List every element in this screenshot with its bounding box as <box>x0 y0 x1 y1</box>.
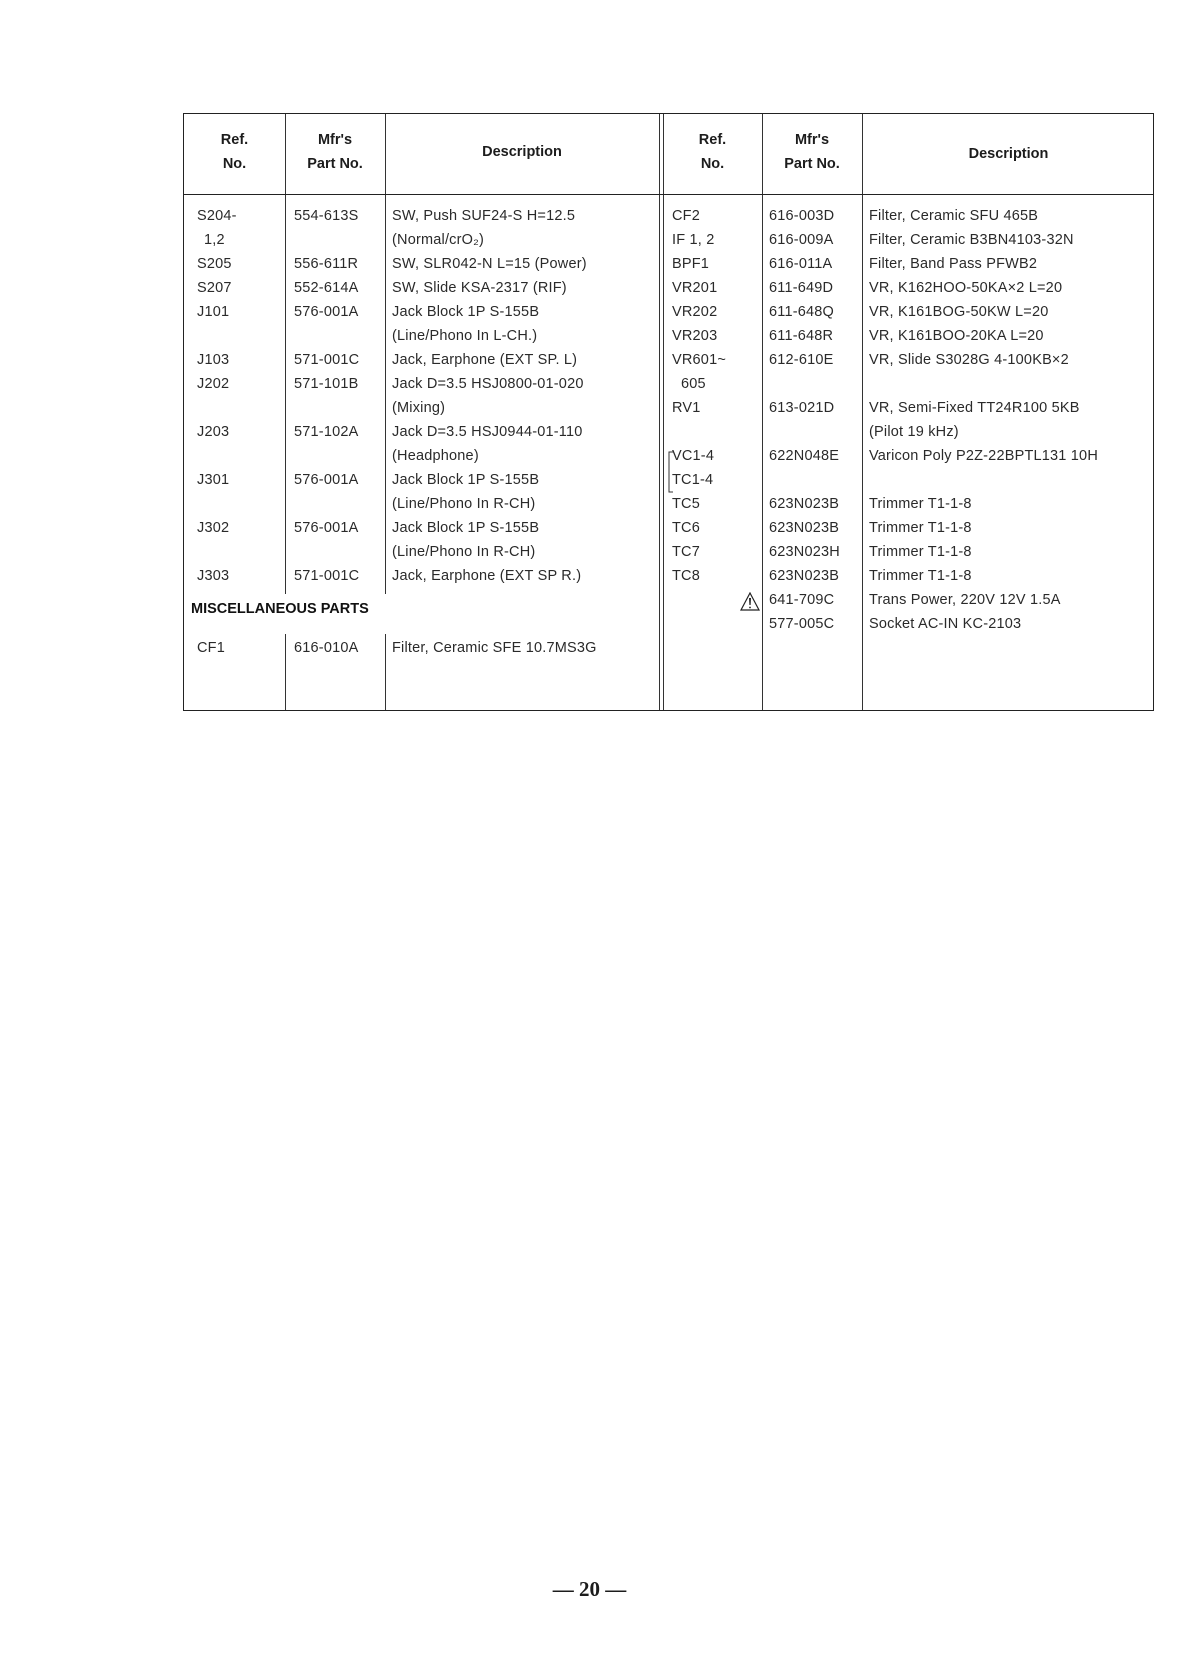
right_rows-part: 641-709C <box>769 592 835 608</box>
right_rows-desc: VR, Slide S3028G 4-100KB×2 <box>869 352 1069 368</box>
right_rows-part: 623N023B <box>769 496 840 512</box>
right_rows-part: 612-610E <box>769 352 834 368</box>
left_rows-part: 554-613S <box>294 208 359 224</box>
right_rows-ref: IF 1, 2 <box>672 232 715 248</box>
left_rows-desc: (Line/Phono In R-CH) <box>392 544 536 560</box>
right_rows-ref: TC5 <box>672 496 700 512</box>
right_rows-ref: CF2 <box>672 208 700 224</box>
header-ref-right: Ref. No. <box>698 132 727 172</box>
left_rows-part: 552-614A <box>294 280 359 296</box>
column-divider <box>663 114 664 710</box>
right_rows-part: 623N023H <box>769 544 840 560</box>
right_rows-ref: VR202 <box>672 304 718 320</box>
right_rows-part: 611-648R <box>769 328 834 344</box>
right_rows-part: 623N023B <box>769 568 840 584</box>
column-divider <box>862 114 863 710</box>
left_rows-part: 571-001C <box>294 568 360 584</box>
warning-triangle-icon <box>740 592 760 612</box>
right_rows-part: 611-648Q <box>769 304 835 320</box>
misc_rows-ref: CF1 <box>197 640 225 656</box>
header-description-left: Description <box>482 144 562 160</box>
left_rows-part: 576-001A <box>294 520 359 536</box>
left_rows-desc: (Normal/crO₂) <box>392 232 485 248</box>
right_rows-desc: VR, K162HOO-50KA×2 L=20 <box>869 280 1063 296</box>
right_rows-desc: VR, K161BOO-20KA L=20 <box>869 328 1044 344</box>
left_rows-ref: S205 <box>197 256 232 272</box>
misc_rows-part: 616-010A <box>294 640 359 656</box>
bracket-icon <box>666 450 674 494</box>
parts-table <box>183 113 1154 711</box>
right_rows-part: 577-005C <box>769 616 835 632</box>
right_rows-ref: VC1-4 <box>672 448 715 464</box>
left_rows-ref: J301 <box>197 472 230 488</box>
left_rows-ref: J302 <box>197 520 230 536</box>
left_rows-ref: S204- <box>197 208 237 224</box>
left_rows-part: 576-001A <box>294 304 359 320</box>
left_rows-ref: J202 <box>197 376 230 392</box>
right_rows-desc: Filter, Ceramic B3BN4103-32N <box>869 232 1074 248</box>
right_rows-desc: Trimmer T1-1-8 <box>869 568 972 584</box>
left_rows-desc: Jack Block 1P S-155B <box>392 304 540 320</box>
header-ref-left: Ref. No. <box>220 132 249 172</box>
left_rows-part: 571-001C <box>294 352 360 368</box>
left_rows-desc: SW, Push SUF24-S H=12.5 <box>392 208 576 224</box>
right_rows-ref: RV1 <box>672 400 701 416</box>
left_rows-ref: J101 <box>197 304 230 320</box>
left_rows-desc: (Headphone) <box>392 448 479 464</box>
page-number: — 20 — <box>552 1577 627 1601</box>
left_rows-part: 571-101B <box>294 376 359 392</box>
header-description-right: Description <box>968 146 1049 162</box>
right_rows-ref: TC6 <box>672 520 700 536</box>
left_rows-desc: Jack Block 1P S-155B <box>392 520 540 536</box>
right_rows-ref: TC1-4 <box>672 472 714 488</box>
right_rows-desc: Trans Power, 220V 12V 1.5A <box>869 592 1061 608</box>
right_rows-ref: TC8 <box>672 568 700 584</box>
header-part-right: Mfr's Part No. <box>784 132 840 172</box>
right_rows-part: 611-649D <box>769 280 834 296</box>
misc_rows-desc: Filter, Ceramic SFE 10.7MS3G <box>392 640 597 656</box>
left_rows-desc: Jack, Earphone (EXT SP R.) <box>392 568 582 584</box>
right_rows-part: 616-011A <box>769 256 833 272</box>
right_rows-ref: BPF1 <box>672 256 710 272</box>
right_rows-ref: VR203 <box>672 328 718 344</box>
left_rows-part: 576-001A <box>294 472 359 488</box>
right_rows-part: 613-021D <box>769 400 835 416</box>
left_rows-part: 556-611R <box>294 256 359 272</box>
right_rows-ref: VR201 <box>672 280 718 296</box>
right_rows-part: 622N048E <box>769 448 840 464</box>
right_rows-desc: Varicon Poly P2Z-22BPTL131 10H <box>869 448 1098 464</box>
right_rows-ref: 605 <box>681 376 706 392</box>
right_rows-desc: (Pilot 19 kHz) <box>869 424 959 440</box>
left_rows-desc: Jack D=3.5 HSJ0944-01-110 <box>392 424 583 440</box>
right_rows-part: 623N023B <box>769 520 840 536</box>
right_rows-desc: Trimmer T1-1-8 <box>869 520 972 536</box>
right_rows-desc: Filter, Ceramic SFU 465B <box>869 208 1039 224</box>
right_rows-desc: Trimmer T1-1-8 <box>869 496 972 512</box>
right_rows-desc: VR, Semi-Fixed TT24R100 5KB <box>869 400 1080 416</box>
right_rows-ref: TC7 <box>672 544 700 560</box>
left_rows-desc: (Line/Phono In L-CH.) <box>392 328 538 344</box>
left_rows-desc: SW, Slide KSA-2317 (RIF) <box>392 280 567 296</box>
header-part-left: Mfr's Part No. <box>307 132 363 172</box>
left_rows-ref: J203 <box>197 424 230 440</box>
column-divider <box>762 114 763 710</box>
right_rows-desc: Trimmer T1-1-8 <box>869 544 972 560</box>
left_rows-desc: Jack Block 1P S-155B <box>392 472 540 488</box>
left_rows-ref: 1,2 <box>204 232 225 248</box>
misc-parts-heading: MISCELLANEOUS PARTS <box>191 601 369 617</box>
right_rows-desc: Filter, Band Pass PFWB2 <box>869 256 1038 272</box>
left_rows-ref: J303 <box>197 568 230 584</box>
left_rows-desc: (Mixing) <box>392 400 446 416</box>
right_rows-desc: Socket AC-IN KC-2103 <box>869 616 1022 632</box>
right_rows-desc: VR, K161BOG-50KW L=20 <box>869 304 1049 320</box>
left_rows-desc: Jack D=3.5 HSJ0800-01-020 <box>392 376 584 392</box>
right_rows-part: 616-003D <box>769 208 835 224</box>
right_rows-ref: VR601~ <box>672 352 727 368</box>
left_rows-part: 571-102A <box>294 424 359 440</box>
left_rows-desc: SW, SLR042-N L=15 (Power) <box>392 256 587 272</box>
left_rows-desc: Jack, Earphone (EXT SP. L) <box>392 352 578 368</box>
header-divider <box>184 194 1153 195</box>
column-divider <box>659 114 660 710</box>
left_rows-ref: J103 <box>197 352 230 368</box>
left_rows-ref: S207 <box>197 280 232 296</box>
right_rows-part: 616-009A <box>769 232 834 248</box>
left_rows-desc: (Line/Phono In R-CH) <box>392 496 536 512</box>
